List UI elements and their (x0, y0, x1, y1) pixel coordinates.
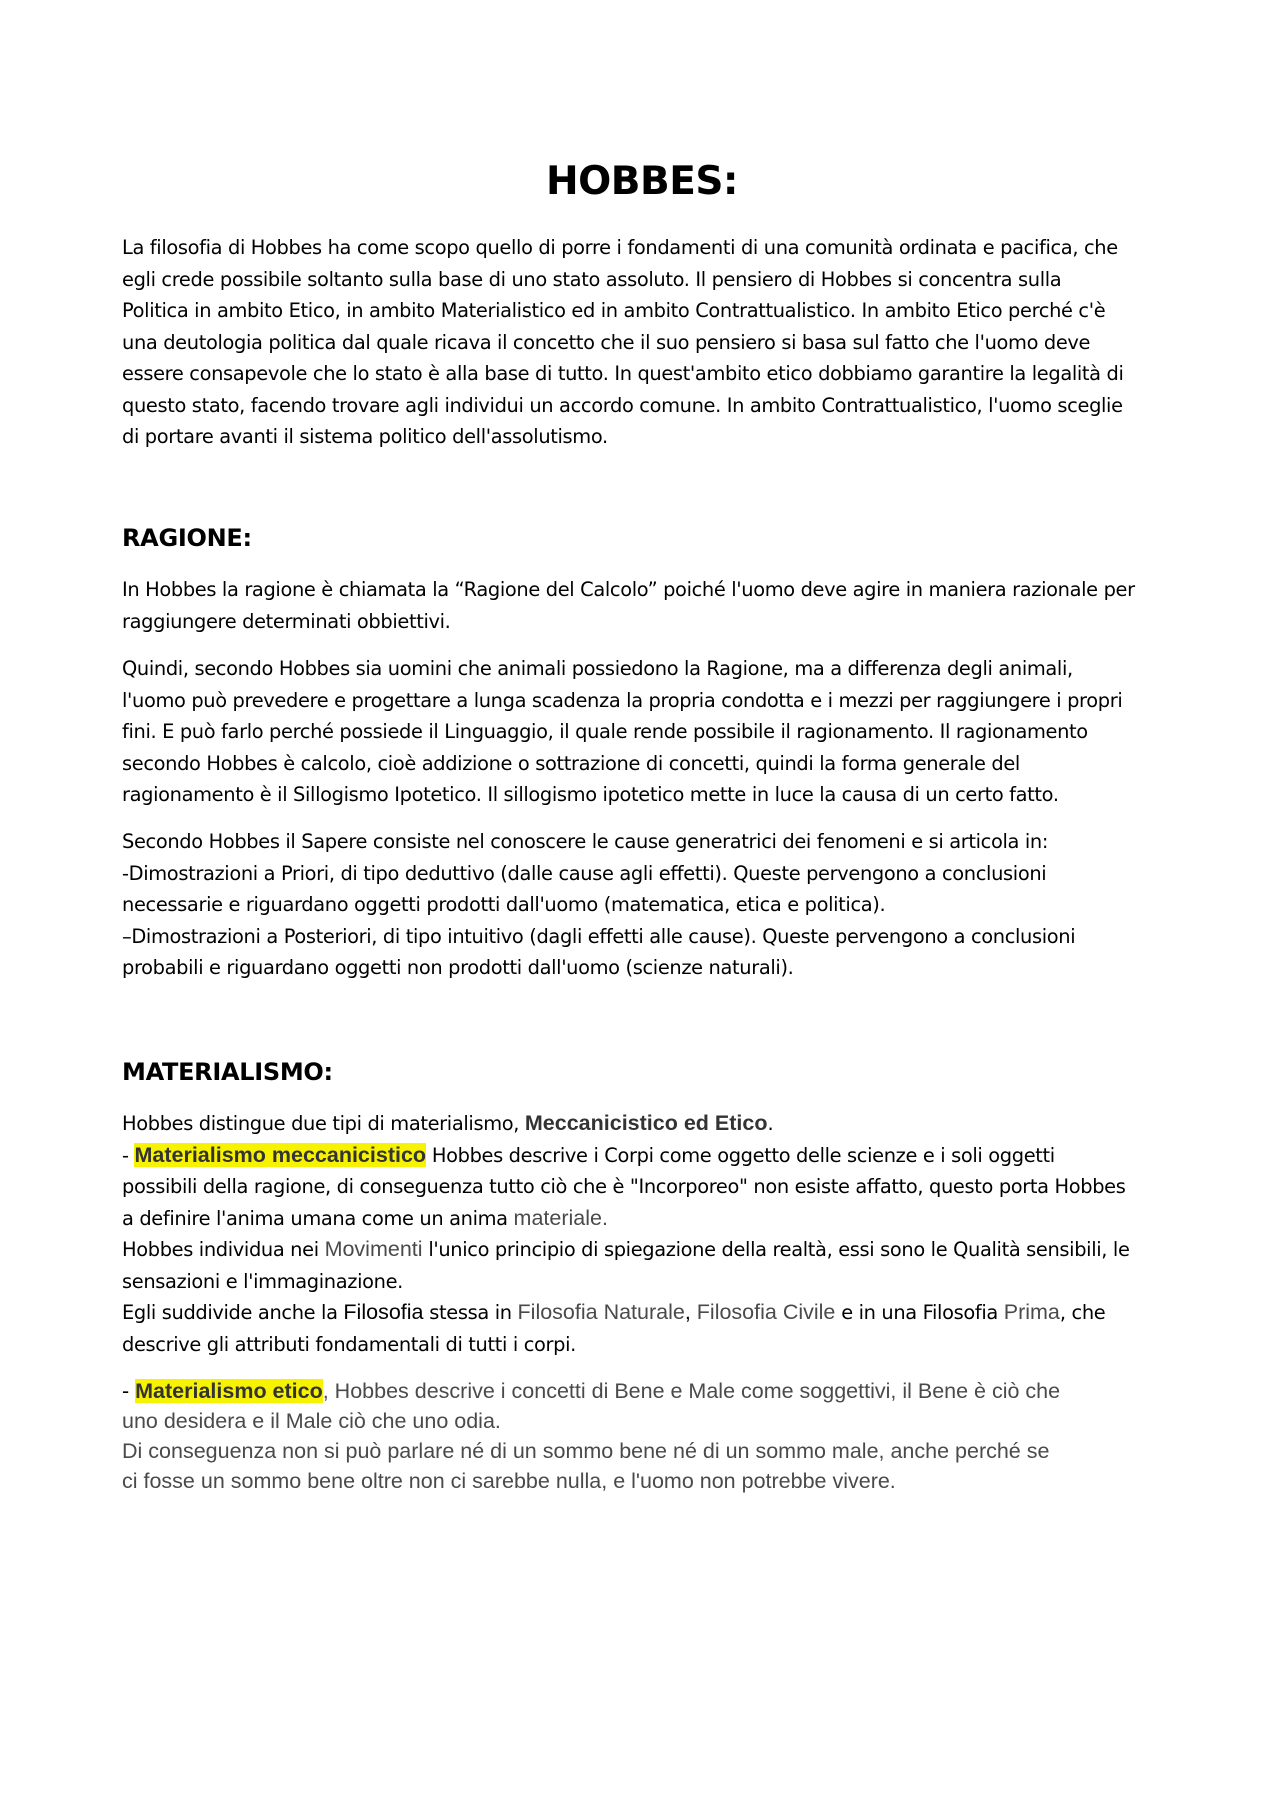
ragione-paragraph-2: Quindi, secondo Hobbes sia uomini che animali possiedono la Ragione, ma a differenza degli animali, l'uomo può prevedere e progettare a lunga scadenza la propria condotta e i mezzi per raggiungere i propri fini. E può farlo perché possiede il Linguaggio, il quale rende possibile il ragionamento. Il ragionamento secondo Hobbes è calcolo, cioè addizione o sottrazione di concetti, quindi la forma generale del ragionamento è il Sillogismo Ipotetico. Il sillogismo ipotetico mette in luce la causa di un certo fatto. (122, 657, 1123, 806)
intro-paragraph: La filosofia di Hobbes ha come scopo quello di porre i fondamenti di una comunità ordinata e pacifica, che egli crede possibile soltanto sulla base di uno stato assoluto. Il pensiero di Hobbes si concentra sulla Politica in ambito Etico, in ambito Materialistico ed in ambito Contrattualistico. In ambito Etico perché c'è una deutologia politica dal quale ricava il concetto che il suo pensiero si basa sul fatto che l'uomo deve essere consapevole che lo stato è alla base di tutto. In quest'ambito etico dobbiamo garantire la legalità di questo stato, facendo trovare agli individui un accordo comune. In ambito Contrattualistico, l'uomo sceglie di portare avanti il sistema politico dell'assolutismo. (122, 236, 1124, 448)
filosofia-naturale: Filosofia Naturale (517, 1300, 685, 1324)
section-heading-ragione: RAGIONE: (122, 524, 252, 552)
movimenti-text-b: l'unico principio di spiegazione della realtà, essi sono le Qualità sensibili, le sensazioni e l'immaginazione. (122, 1238, 1130, 1293)
etico-text: , Hobbes descrive i concetti di Bene e Male come soggettivi, il Bene è ciò che uno desidera e il Male ciò che uno odia. Di conseguenza non si può parlare né di un sommo bene né di un sommo male, anche perché se ci fosse un sommo bene oltre non ci sarebbe nulla, e l'uomo non potrebbe vivere. (122, 1379, 1061, 1493)
filosofia-text-b: stessa in (423, 1301, 518, 1324)
materialismo-paragraph (122, 1108, 1172, 1360)
materialismo-types: Meccanicistico ed Etico (524, 1111, 768, 1135)
ragione-paragraph-1: In Hobbes la ragione è chiamata la “Ragione del Calcolo” poiché l'uomo deve agire in maniera razionale per raggiungere determinati obbiettivi. (122, 578, 1135, 633)
meccanicistico-text: Hobbes descrive i Corpi come oggetto delle scienze e i soli oggetti possibili della ragione, di conseguenza tutto ciò che è "Incorporeo" non esiste affatto, questo porta Hobbes a definire l'anima umana come un anima (122, 1143, 1126, 1230)
meccanicistico-dash: - (122, 1143, 135, 1167)
materiale-word: materiale. (513, 1205, 608, 1230)
ragione-paragraph-3: Secondo Hobbes il Sapere consiste nel conoscere le cause generatrici dei fenomeni e si articola in: -Dimostrazioni a Priori, di tipo deduttivo (dalle cause agli effetti). Queste pervengono a conclusioni necessarie e riguardano oggetti prodotti dall'uomo (matematica, etica e politica). –Dimostrazioni a Posteriori, di tipo intuitivo (dagli effetti alle cause). Queste pervengono a conclusioni probabili e riguardano oggetti non prodotti dall'uomo (scienze naturali). (122, 830, 1076, 979)
movimenti-text-a: Hobbes individua nei (122, 1238, 325, 1261)
filosofia-text-d: , che descrive gli attributi fondamentali di tutti i corpi. (122, 1301, 1106, 1356)
page-title: HOBBES: (545, 159, 739, 204)
filosofia-text-c: e in una Filosofia (835, 1301, 1004, 1324)
etico-dash: - (122, 1379, 136, 1403)
filosofia-text-a: Egli suddivide anche la (122, 1301, 344, 1324)
etico-highlight: Materialismo etico (135, 1379, 323, 1403)
materialismo-intro-end: . (767, 1112, 774, 1135)
filosofia-word: Filosofia (343, 1300, 424, 1324)
section-heading-materialismo: MATERIALISMO: (122, 1058, 333, 1086)
filosofia-comma: , (684, 1300, 697, 1324)
meccanicistico-highlight: Materialismo meccanicistico (134, 1142, 427, 1167)
filosofia-civile: Filosofia Civile (696, 1300, 836, 1324)
movimenti-word: Movimenti (324, 1237, 423, 1261)
materialismo-intro-text: Hobbes distingue due tipi di materialismo, (122, 1112, 525, 1135)
filosofia-prima: Prima (1003, 1300, 1060, 1324)
materialismo-etico-paragraph (122, 1376, 1172, 1496)
